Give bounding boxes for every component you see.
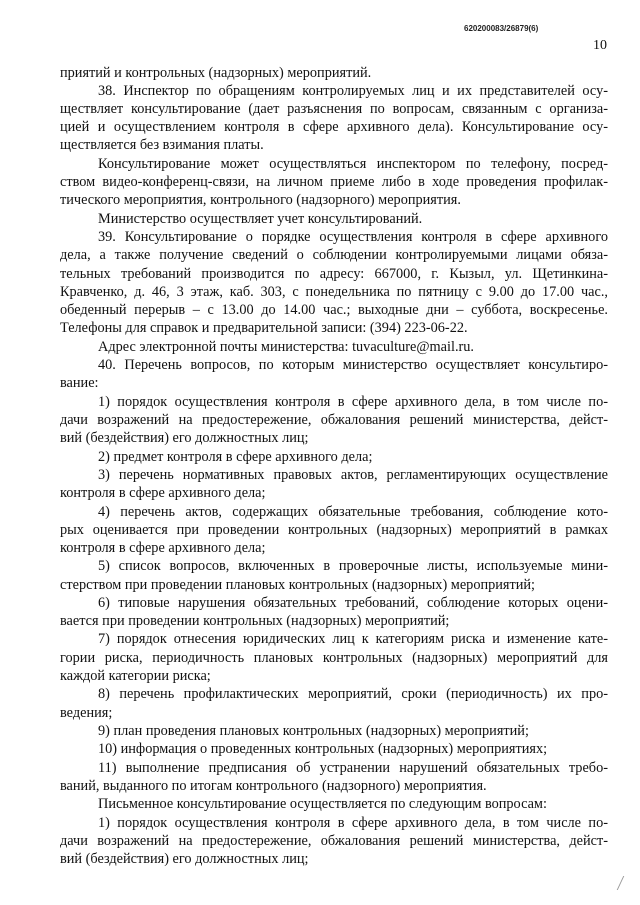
scan-mark [617,876,631,890]
text-line: ведения; [60,705,113,721]
document-id: 620200083/26879(6) [464,24,539,33]
text-line: Письменное консультирование осуществляется по следующим вопросам: [98,796,547,812]
text-line: контроля в сфере архивного дела; [60,485,266,501]
text-line: 11) выполнение предписания об устранении нарушений обязательных требо- [98,760,608,776]
text-line: тического мероприятия, контрольного (надзорного) мероприятия. [60,192,461,208]
text-line: 2) предмет контроля в сфере архивного дела; [98,449,373,465]
text-line: Адрес электронной почты министерства: tuvaculture@mail.ru. [98,339,475,355]
text-line: Министерство осуществляет учет консультирований. [98,211,423,227]
text-line: 8) перечень профилактических мероприятий, сроки (периодичность) их про- [98,686,608,702]
text-line: вается при проведении контрольных (надзорных) мероприятий; [60,613,450,629]
text-line: 40. Перечень вопросов, по которым министерство осуществляет консультиро- [98,357,608,373]
text-line: 39. Консультирование о порядке осуществления контроля в сфере архивного [98,229,608,245]
text-line: 1) порядок осуществления контроля в сфере архивного дела, в том числе по- [98,394,608,410]
text-line: 38. Инспектор по обращениям контролируемых лиц и их представителей осу- [98,83,608,99]
text-line: Консультирование может осуществляться инспектором по телефону, посред- [98,156,608,172]
text-line: 1) порядок осуществления контроля в сфере архивного дела, в том числе по- [98,815,608,831]
text-line: 9) план проведения плановых контрольных (надзорных) мероприятий; [98,723,529,739]
text-line: 3) перечень нормативных правовых актов, регламентирующих осуществление [98,467,608,483]
text-line: 7) порядок отнесения юридических лиц к категориям риска и изменение кате- [98,631,608,647]
text-line: Кравченко, д. 46, 3 этаж, каб. 303, с понедельника по пятницу с 9.00 до 17.00 час., [60,284,608,300]
text-line: Телефоны для справок и предварительной записи: (394) 223-06-22. [60,320,468,336]
text-line: рых оценивается при проведении контрольных (надзорных) мероприятий в рамках [60,522,608,538]
text-line: стерством при проведении плановых контрольных (надзорных) мероприятий; [60,577,536,593]
text-line: ством видео-конференц-связи, на личном приеме либо в ходе проведения профилак- [60,174,608,190]
text-line: обеденный перерыв – с 13.00 до 14.00 час.; выходные дни – суббота, воскресенье. [60,302,608,318]
text-line: вий (бездействия) его должностных лиц; [60,851,309,867]
text-line: каждой категории риска; [60,668,211,684]
text-line: 6) типовые нарушения обязательных требований, соблюдение которых оцени- [98,595,608,611]
text-line: 4) перечень актов, содержащих обязательные требования, соблюдение кото- [98,504,608,520]
text-line: цией и осуществлением контроля в сфере архивного дела). Консультирование осу- [60,119,608,135]
text-line: дела, а также получение сведений о соблюдении контролируемыми лицами обяза- [60,247,608,263]
text-line: дачи возражений на предостережение, обжалования решений министерства, дейст- [60,412,608,428]
text-line: приятий и контрольных (надзорных) мероприятий. [60,65,372,81]
text-line: 5) список вопросов, включенных в проверочные листы, используемые мини- [98,558,608,574]
text-line: тельных требований производится по адресу: 667000, г. Кызыл, ул. Щетинкина- [60,266,608,282]
text-line: ваний, выданного по итогам контрольного (надзорного) мероприятия. [60,778,487,794]
text-line: вание: [60,375,99,391]
text-line: ществляет консультирование (дает разъяснения по вопросам, связанным с организа- [60,101,608,117]
text-line: дачи возражений на предостережение, обжалования решений министерства, дейст- [60,833,608,849]
text-line: ществляется без взимания платы. [60,137,264,153]
text-line: гории риска, периодичность плановых контрольных (надзорных) мероприятий для [60,650,608,666]
text-line: 10) информация о проведенных контрольных (надзорных) мероприятиях; [98,741,548,757]
text-line: вий (бездействия) его должностных лиц; [60,430,309,446]
text-line: контроля в сфере архивного дела; [60,540,266,556]
page-number: 10 [593,38,607,53]
